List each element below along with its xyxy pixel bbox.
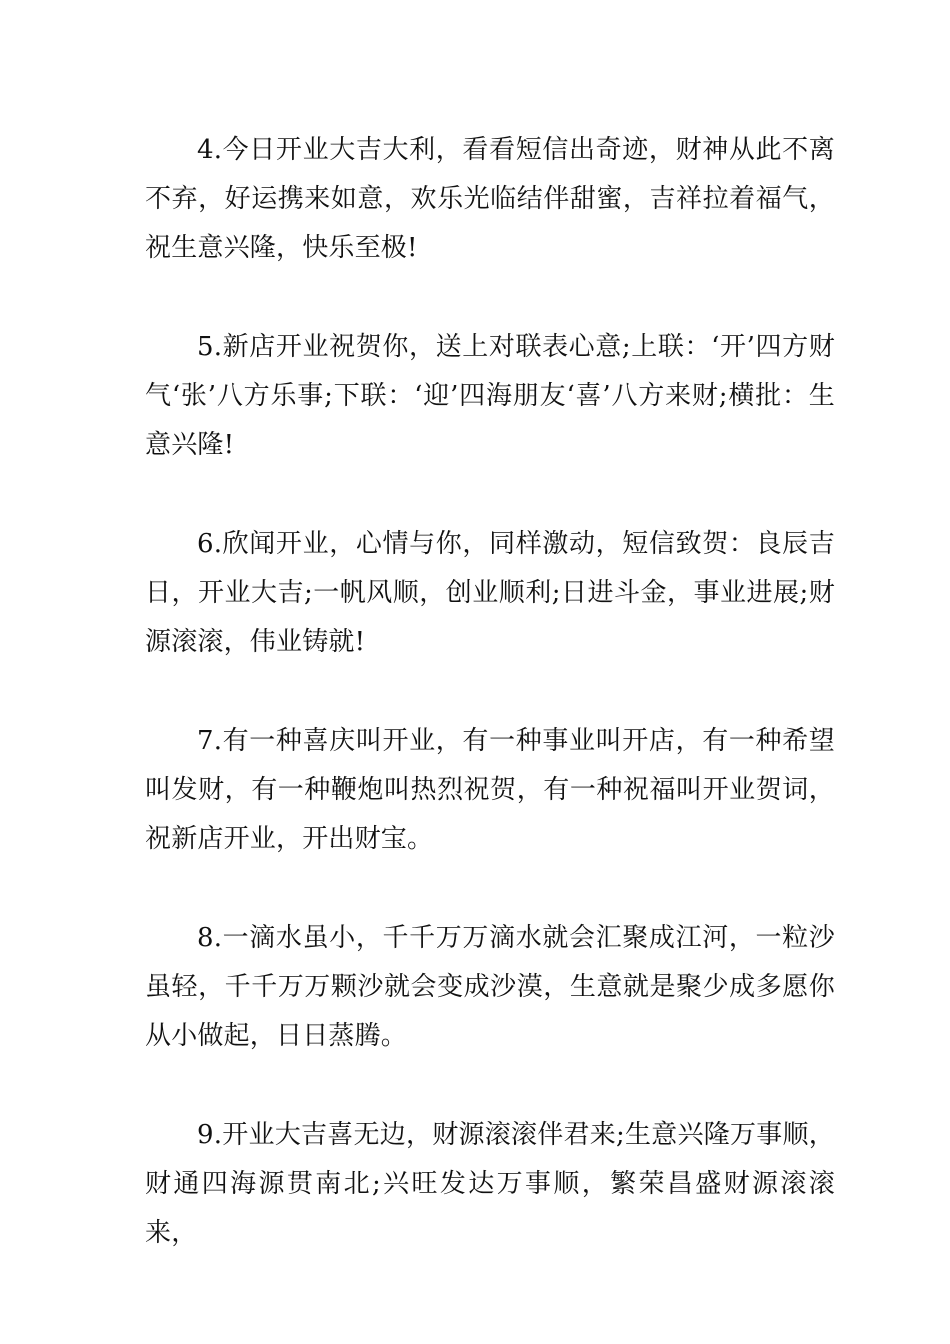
paragraph-8: 8.一滴水虽小，千千万万滴水就会汇聚成江河，一粒沙虽轻，千千万万颗沙就会变成沙漠，生意就是聚少成多愿你从小做起，日日蒸腾。 <box>145 923 835 1051</box>
paragraph-4: 4.今日开业大吉大利，看看短信出奇迹，财神从此不离不弃，好运携来如意，欢乐光临结伴甜蜜，吉祥拉着福气，祝生意兴隆，快乐至极! <box>145 135 835 263</box>
document-body <box>145 126 835 1258</box>
paragraph-5: 5.新店开业祝贺你，送上对联表心意;上联：‘开’四方财气‘张’八方乐事;下联：‘迎’四海朋友‘喜’八方来财;横批：生意兴隆! <box>145 332 835 460</box>
paragraph-7: 7.有一种喜庆叫开业，有一种事业叫开店，有一种希望叫发财，有一种鞭炮叫热烈祝贺，有一种祝福叫开业贺词，祝新店开业，开出财宝。 <box>145 726 835 854</box>
paragraph-6: 6.欣闻开业，心情与你，同样激动，短信致贺：良辰吉日，开业大吉;一帆风顺，创业顺利;日进斗金，事业进展;财源滚滚，伟业铸就! <box>145 529 835 657</box>
paragraph-9: 9.开业大吉喜无边，财源滚滚伴君来;生意兴隆万事顺，财通四海源贯南北;兴旺发达万事顺，繁荣昌盛财源滚滚来， <box>145 1120 835 1248</box>
